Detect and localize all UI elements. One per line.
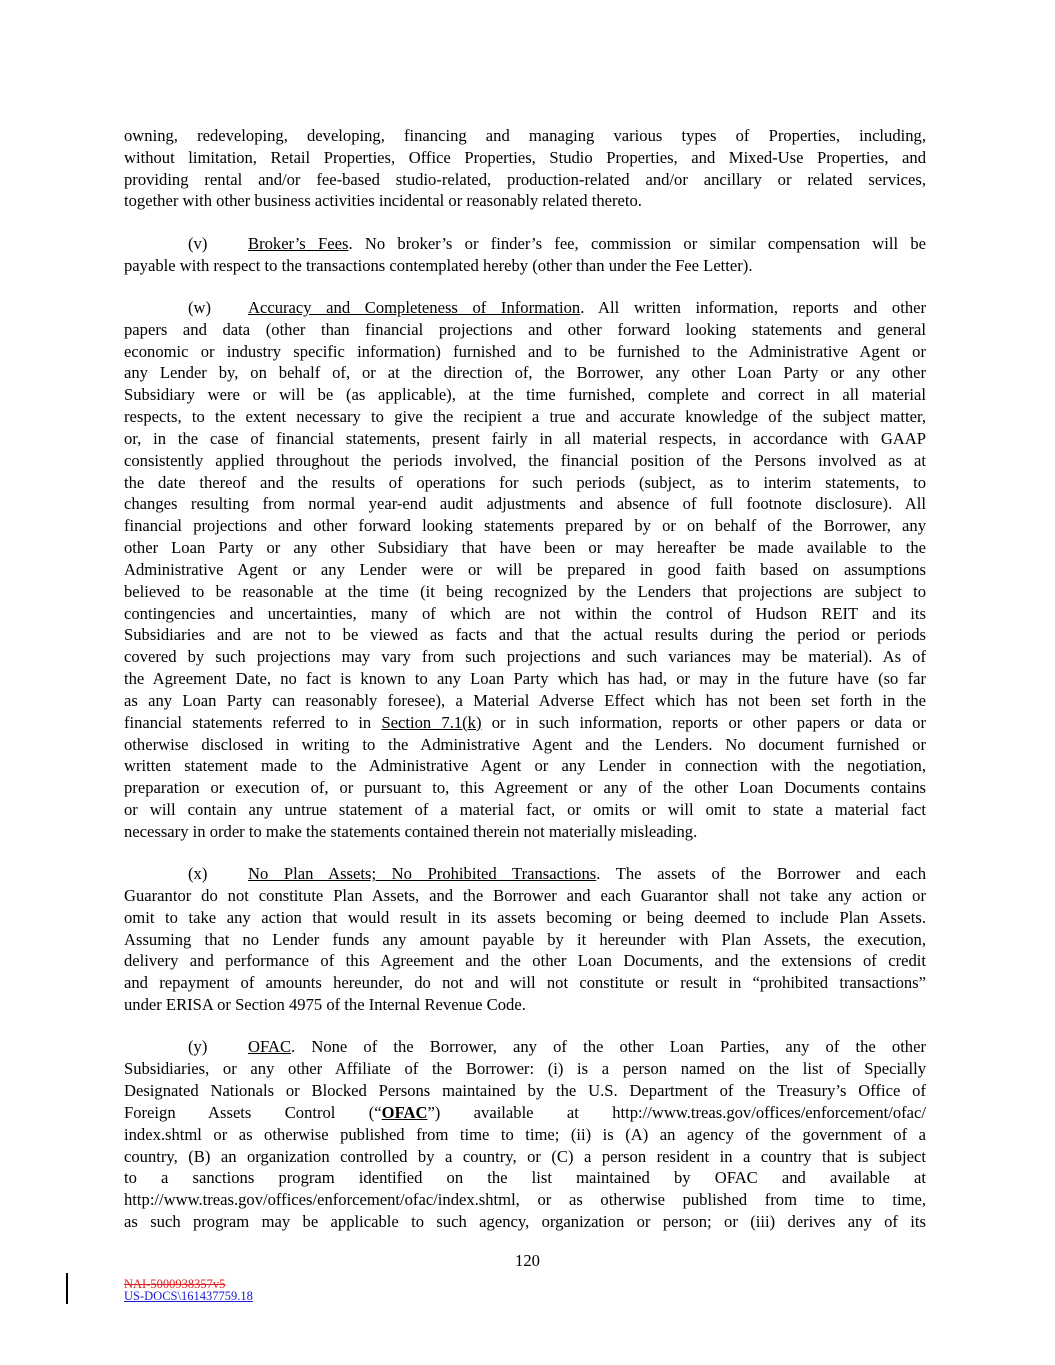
text-segment: necessary in order to make the statements contained therein not materially misleading. [124, 821, 698, 841]
text-segment: other Loan Party or any other Subsidiary that have been or may hereafter be made available to the [124, 538, 926, 558]
text-segment: preparation or execution of, or pursuant to, this Agreement or any of the other Loan Documents contains [124, 778, 926, 798]
text-segment: or, in the case of financial statements, present fairly in all material respects, in accordance with GAAP [124, 428, 926, 448]
text-segment: . None of the Borrower, any of the other Loan Parties, any of the other [291, 1037, 926, 1057]
text-line [124, 1080, 926, 1102]
text-line [124, 646, 926, 668]
section-heading: Broker’s Fees [248, 233, 349, 253]
change-bar [66, 1273, 68, 1304]
text-segment: Administrative Agent or any Lender were or will be prepared in good faith based on assumptions [124, 559, 926, 579]
text-segment: the Agreement Date, no fact is known to any Loan Party which has had, or may in the future have (so far [124, 669, 926, 689]
text-segment: payable with respect to the transactions contemplated hereby (other than under the Fee Letter). [124, 255, 753, 275]
document-id: US-DOCS\161437759.18 [124, 1289, 253, 1303]
text-segment: to a sanctions program identified on the list maintained by OFAC and available at [124, 1168, 926, 1188]
text-segment: delivery and performance of this Agreement and the other Loan Documents, and the extensions of credit [124, 951, 926, 971]
section-label: (x) [188, 864, 208, 884]
text-line [124, 493, 926, 515]
text-line [124, 428, 926, 450]
text-segment: believed to be reasonable at the time (it being recognized by the Lenders that projections are subject to [124, 581, 926, 601]
section-label: (w) [188, 297, 212, 317]
text-segment: consistently applied throughout the periods involved, the financial position of the Persons involved as at [124, 450, 926, 470]
text-segment: Designated Nationals or Blocked Persons maintained by the U.S. Department of the Treasury’s Office of [124, 1081, 926, 1101]
deleted-doc-id: NAI-5000938357v5 [124, 1277, 226, 1291]
text-line [124, 603, 926, 625]
text-line [124, 755, 926, 777]
page-number: 120 [515, 1251, 540, 1270]
text-line [124, 929, 926, 951]
text-line [124, 341, 926, 363]
paragraph-w [124, 297, 926, 843]
text-line [124, 799, 926, 821]
text-segment: together with other business activities incidental or reasonably related thereto. [124, 191, 642, 211]
text-line [124, 450, 926, 472]
text-segment: . All written information, reports and other [580, 297, 927, 317]
text-segment: and repayment of amounts hereunder, do not and will not constitute or result in “prohibited transactions” [124, 973, 926, 993]
text-line [124, 581, 926, 603]
section-heading: OFAC [248, 1037, 292, 1057]
text-segment: written statement made to the Administrative Agent or any Lender in connection with the negotiation, [124, 756, 926, 776]
text-segment: otherwise disclosed in writing to the Administrative Agent and the Lenders. No document furnished or [124, 734, 926, 754]
text-segment: economic or industry specific information) furnished and to be furnished to the Administrative Agent or [124, 341, 926, 361]
text-line [124, 297, 926, 319]
text-segment: without limitation, Retail Properties, Office Properties, Studio Properties, and Mixed-Use Properties, and [124, 147, 926, 167]
text-segment: Assuming that no Lender funds any amount payable by it hereunder with Plan Assets, the execution, [124, 929, 926, 949]
text-line [124, 319, 926, 341]
text-segment: owning, redeveloping, developing, financing and managing various types of Properties, including, [124, 126, 926, 145]
text-line [124, 668, 926, 690]
text-segment: ”) available at http://www.treas.gov/offices/enforcement/ofac/ [427, 1102, 926, 1122]
text-line [124, 515, 926, 537]
text-line [124, 777, 926, 799]
text-segment: under ERISA or Section 4975 of the Internal Revenue Code. [124, 995, 526, 1015]
text-line [124, 169, 926, 191]
paragraph-x [124, 863, 926, 1016]
text-segment: as such program may be applicable to such agency, organization or person; or (iii) derives any of its [124, 1212, 926, 1232]
defined-term: OFAC [381, 1102, 428, 1122]
text-segment: country, (B) an organization controlled by a country, or (C) a person resident in a country that is subject [124, 1146, 926, 1166]
text-line [124, 1189, 926, 1211]
text-segment: Foreign Assets Control (“ [124, 1102, 382, 1122]
text-line [124, 406, 926, 428]
text-segment: index.shtml or as otherwise published from time to time; (ii) is (A) an agency of the government of a [124, 1124, 926, 1144]
text-segment: any Lender by, on behalf of, or at the direction of, the Borrower, any other Loan Party or any other [124, 363, 926, 383]
text-line [124, 1167, 926, 1189]
text-line [124, 821, 926, 843]
text-segment: Subsidiary were or will be (as applicable), at the time furnished, complete and correct in all material [124, 385, 926, 405]
section-heading: No Plan Assets; No Prohibited Transactions [248, 864, 597, 884]
text-line [124, 863, 926, 885]
text-segment: contingencies and uncertainties, many of which are not within the control of Hudson REIT and its [124, 603, 926, 623]
text-segment: or in such information, reports or other papers or data or [481, 712, 926, 732]
paragraph-v [124, 233, 926, 277]
paragraph [124, 125, 926, 212]
section-label: (v) [188, 233, 208, 253]
text-line [124, 125, 926, 147]
text-line [124, 1124, 926, 1146]
section-label: (y) [188, 1037, 208, 1057]
text-segment: omit to take any action that would result in its assets becoming or being deemed to include Plan Assets. [124, 907, 926, 927]
text-line [124, 1036, 926, 1058]
text-segment: Guarantor do not constitute Plan Assets, and the Borrower and each Guarantor shall not take any action or [124, 886, 926, 905]
text-segment: covered by such projections may vary from such projections and such variances may be material). As of [124, 647, 926, 667]
text-line [124, 1146, 926, 1168]
text-line [124, 1211, 926, 1233]
text-segment: or will contain any untrue statement of a material fact, or omits or will omit to state a material fact [124, 800, 926, 820]
text-segment: respects, to the extent necessary to give the recipient a true and accurate knowledge of the subject matter, [124, 407, 926, 427]
text-line [124, 690, 926, 712]
text-line [124, 624, 926, 646]
text-line [124, 147, 926, 169]
text-line [124, 190, 926, 212]
text-segment: Subsidiaries, or any other Affiliate of the Borrower: (i) is a person named on the list of Specially [124, 1059, 926, 1079]
text-segment: financial projections and other forward looking statements prepared by or on behalf of the Borrower, any [124, 516, 926, 536]
text-line [124, 255, 926, 277]
text-line [124, 712, 926, 734]
text-segment: papers and data (other than financial projections and other forward looking statements and general [124, 319, 926, 339]
text-segment: as any Loan Party can reasonably foresee), a Material Adverse Effect which has not been set forth in the [124, 690, 926, 710]
text-segment: http://www.treas.gov/offices/enforcement/ofac/index.shtml, or as otherwise published from time to time, [124, 1190, 926, 1210]
text-line [124, 994, 926, 1016]
section-heading: Accuracy and Completeness of Information [248, 297, 581, 317]
text-line [124, 907, 926, 929]
text-line [124, 972, 926, 994]
text-line [124, 1058, 926, 1080]
text-line [124, 362, 926, 384]
text-line [124, 559, 926, 581]
text-segment: Subsidiaries and are not to be viewed as facts and that the actual results during the period or periods [124, 625, 926, 645]
section-heading: Section 7.1(k) [381, 712, 482, 732]
text-line [124, 734, 926, 756]
text-segment: providing rental and/or fee-based studio-related, production-related and/or ancillary or related services, [124, 169, 926, 189]
text-line [124, 537, 926, 559]
text-line [124, 950, 926, 972]
text-line [124, 233, 926, 255]
text-line [124, 885, 926, 907]
paragraph-y [124, 1036, 926, 1232]
text-segment: changes resulting from normal year-end audit adjustments and absence of full footnote disclosure). All [124, 494, 926, 514]
text-segment: the date thereof and the results of operations for such periods (subject, as to interim statements, to [124, 472, 926, 492]
text-segment: financial statements referred to in [124, 712, 382, 732]
text-segment: . No broker’s or finder’s fee, commission or similar compensation will be [348, 233, 927, 253]
text-segment: . The assets of the Borrower and each [596, 864, 927, 884]
text-line [124, 472, 926, 494]
text-line [124, 384, 926, 406]
document-body [124, 125, 926, 1253]
text-line [124, 1102, 926, 1124]
